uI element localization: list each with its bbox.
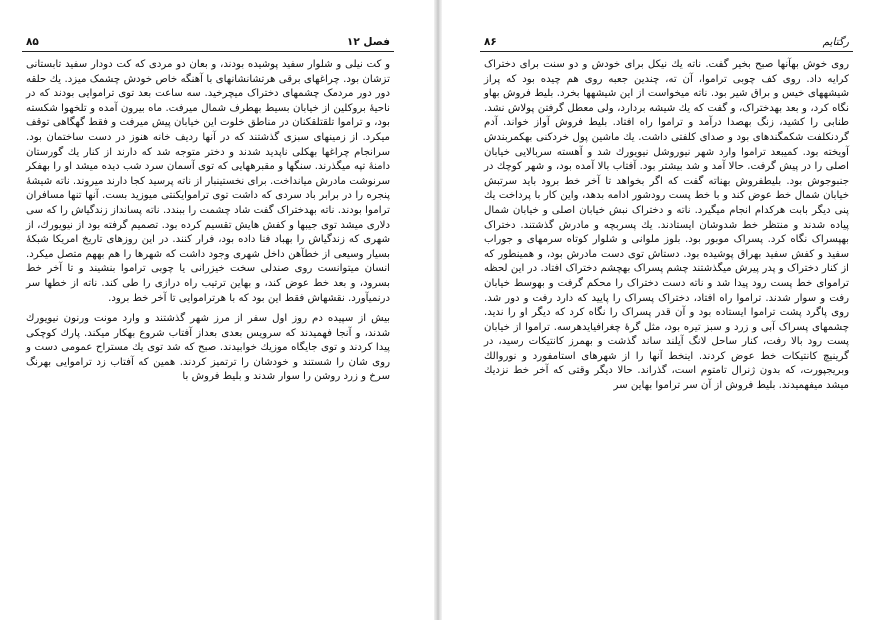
left-page-header	[22, 36, 394, 52]
right-running-title: رگتایم	[822, 36, 849, 48]
right-page-header	[480, 36, 853, 52]
book-gutter	[434, 0, 442, 620]
left-paragraph-1: و کت نیلی و شلوار سفید پوشیده بودند، و بعان دو مردی که کت دودار سفید تابستانی تزشان بود. چراغهای برقی هرتشانشانهای با آهنگه خاص خودش چشمک میزد. یك حلقه دور دور مردمک چشمهای دختراک میچرخید. سه ساعت بعد توی تراموایی بودند که در ناحیهٔ بروکلین از خیابان بسیط بهطرف شمال میرفت. ماه بیرون آمده و تلخهوا شکسته بود، و تراموا تلقتلقکنان در مناطق خلوت این خیابان پیش میرفت و فقط گهگاهی توقف میکرد. از زمینهای سبزی گذشتند که در آنها ردیف خانه هنوز در دست ساختمان بود. سرانجام چراغها بهکلی ناپدید شدند و دختر متوجه شد که دارند از کنار یك گورستان دامنهٔ تپه میگذرند. سنگها و مقبرههایی که توی آسمان سرد شب دیده میشد او را بهفکر سرنوشت مادرش میانداخت. برای نخستینبار از ناته پرسید کجا دارند میروند. ناته شیشهٔ پنجره را در برابر باد سردی که داشت توی تراموایکنتی میوزید بست. آنها تنها مسافران تراموا بودند. ناته بهدختراک گفت شاد چشمت را ببندد. ناته پسانداز زندگیاش را که سی دلاری میشد توی جیبها و کفش هایش تقسیم کرده بود. تصمیم گرفته بود از نیویورك، از شهری که زندگیاش را بهباد فنا داده بود، فرار کنند. در این روزهای تاریخ امریکا شبکهٔ بسیار وسیعی از خطآهن داخل شهری وجود داشت که شهرها را هم بههم متصل میکرد. انسان میتوانست روی صندلی سخت خیزرانی یا چوبی تراموا بنشیند و تا آخر خط بسرود، و بعد خط عوض کند، و بهاین ترتیب راه درازی را طی کند. ناته از خطها سر درنمیآورد. نقشهاش فقط این بود که با هرتراموایی تا آخر خط برود.	[26, 59, 390, 304]
left-page	[0, 0, 434, 620]
right-page	[442, 0, 875, 620]
right-paragraph-1: روی خوش بهآنها صبح بخیر گفت. ناته یك نیكل برای خودش و دو سنت برای دختراک کرایه داد. روی کف چوبی تراموا، آن ته، چندین جعبه روی هم چیده بود که پراز شیشههای خیس و براق شیر بود. ناته میخواست از این شیشهها بخرد. بلیط فروش بهاو نگاه کرد، و بعد بهدختراک، و گفت که یك شیشه بردارد، ولی معطل گرفتن پولاش نشد. طنابی را کشید، زنگ بهصدا درآمد و تراموا راه افتاد. بلیط فروش آواز خواند. آدم گردنکلفت شکمگندهای بود و صدای کلفتی داشت. یك ماشین پول خردکنی بهکمربندش آویخته بود. کمیبعد تراموا وارد شهر نیوروشل نیویورك شد و آهسته سربالایی خیابان اصلی را در پیش گرفت. حالا آمد و شد بیشتر بود. آفتاب بالا آمده بود، و شهر کوچك در جنبوجوش بود. بلیطفروش بهناته گفت که اگر بخواهد تا آخر خط برود باید سرتبش خیابان شمال خط عوض کند و با خط پست رودشور ادامه بدهد، واین کار با پرداخت یك پنی دیگر بابت هرکدام انجام میگیرد. ناته و دختراک نبش خیابان اصلی و خیابان شمال پیاده شدند و منتظر خط شدوشان ایستادند. یك پسربچه و مادرش گذشتند. دختراک بهپسراک نگاه کرد. پسراک موبور بود. بلوز ملوانی و شلوار کوتاه سرمهای و جوراب سفید و کفش سفید بهراق پوشیده بود. دستاش توی دست مادرش بود، و همینطور که از کنار دختراک و پدر پیرش میگذشتند چشم پسراک بهچشم دختراک افتاد. در این لحظه تراموای خط پست رود پیدا شد و ناته دست دختراک را محکم گرفت و بهوسط خیابان رفت و سوار شدند. تراموا راه افتاد، دختراک پسراک را پایید که دارد رفت و دور شد. روی پاگرد پشت تراموا ایستاده بود و آن قدر پسراک را نگاه کرد که دیگر او را ندید. چشمهای پسراک آبی و زرد و سبز تیره بود، مثل گرهٔ چغرافیایدهرسه. تراموا از خیابان پست رود بالا رفت، کنار ساحل لانگ آیلند ساند گذشت و بهمرز کانتیکات رسید، در گرینیچ کانتیکات خط عوض کردند. اینخط آنها را از شهرهای استامفورد و نوروالك وبریجپورت، که بدون ژنرال تامتوم است، گذراند. حالا دیگر وقتی که آخر خط نزدیك میشد میفهمیدند. بلیط فروش از آن سر تراموا بهاین سر	[484, 59, 849, 392]
left-running-title: فصل ۱۲	[346, 36, 390, 48]
left-page-number: ۸۵	[26, 36, 39, 48]
left-paragraph-2: بیش از سپیده دم روز اول سفر از مرز شهر گذشتند و وارد مونت ورنون نیویورك شدند، و آنجا فهمیدند که سرویس بعدی بعداز آفتاب شروع بهکار میکند. پارك کوچکی پیدا کردند و توی جایگاه موزیك خوابیدند. صبح که شد توی یك مستراح عمومی دست و روی شان را شستند و خودشان را ترتمیز کردند. همین که آفتاب زد تراموایی بهرنگ سرخ و زرد روشن را سوار شدند و بلیط فروش با	[26, 313, 390, 383]
right-page-body	[480, 58, 853, 394]
left-page-body	[22, 58, 394, 385]
right-page-number: ۸۶	[484, 36, 497, 48]
